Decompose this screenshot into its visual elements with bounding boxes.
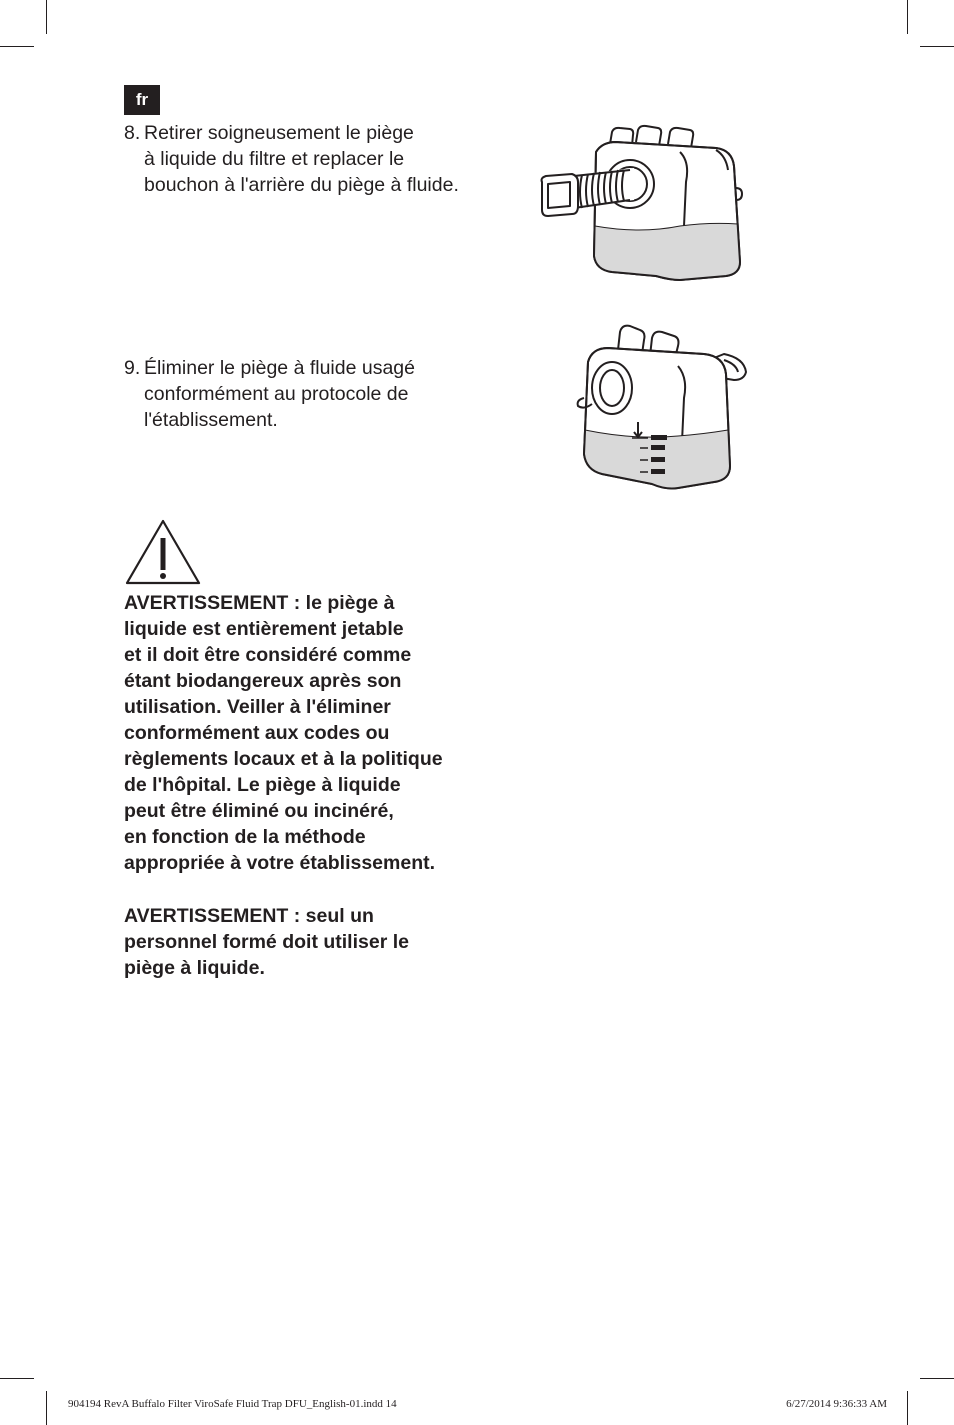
step-text: Éliminer le piège à fluide usagé conformément au protocole de l'établissement. [144, 357, 416, 431]
crop-mark [920, 46, 954, 47]
fluid-trap-with-tube-illustration [530, 122, 752, 284]
crop-mark [0, 1378, 34, 1379]
crop-mark [46, 1391, 47, 1425]
footer-timestamp: 6/27/2014 9:36:33 AM [786, 1398, 887, 1410]
crop-mark [907, 0, 908, 34]
step-8 [124, 120, 474, 198]
crop-mark [0, 46, 34, 47]
crop-mark [46, 0, 47, 34]
step-number: 9. [124, 357, 141, 379]
crop-mark [920, 1378, 954, 1379]
step-text: Retirer soigneusement le piège à liquide du filtre et replacer le bouchon à l'arrière du piège à fluide. [144, 122, 459, 196]
warning-disposal: AVERTISSEMENT : le piège à liquide est entièrement jetable et il doit être considéré comme étant biodangereux après son utilisation. Veiller à l'éliminer conformément aux codes ou règlements locaux et à la politique de l'hôpital. Le piège à liquide peut être éliminé ou incinéré, en fonction de la méthode appropriée à votre établissement. [124, 592, 443, 874]
warning-trained-personnel: AVERTISSEMENT : seul un personnel formé doit utiliser le piège à liquide. [124, 905, 409, 979]
language-tag: fr [124, 85, 160, 115]
step-number: 8. [124, 122, 141, 144]
footer-file-info: 904194 RevA Buffalo Filter ViroSafe Fluid Trap DFU_English-01.indd 14 [68, 1398, 397, 1410]
fluid-trap-capped-illustration [574, 318, 754, 494]
crop-mark [907, 1391, 908, 1425]
warning-triangle-icon [124, 518, 202, 586]
step-9 [124, 355, 474, 433]
